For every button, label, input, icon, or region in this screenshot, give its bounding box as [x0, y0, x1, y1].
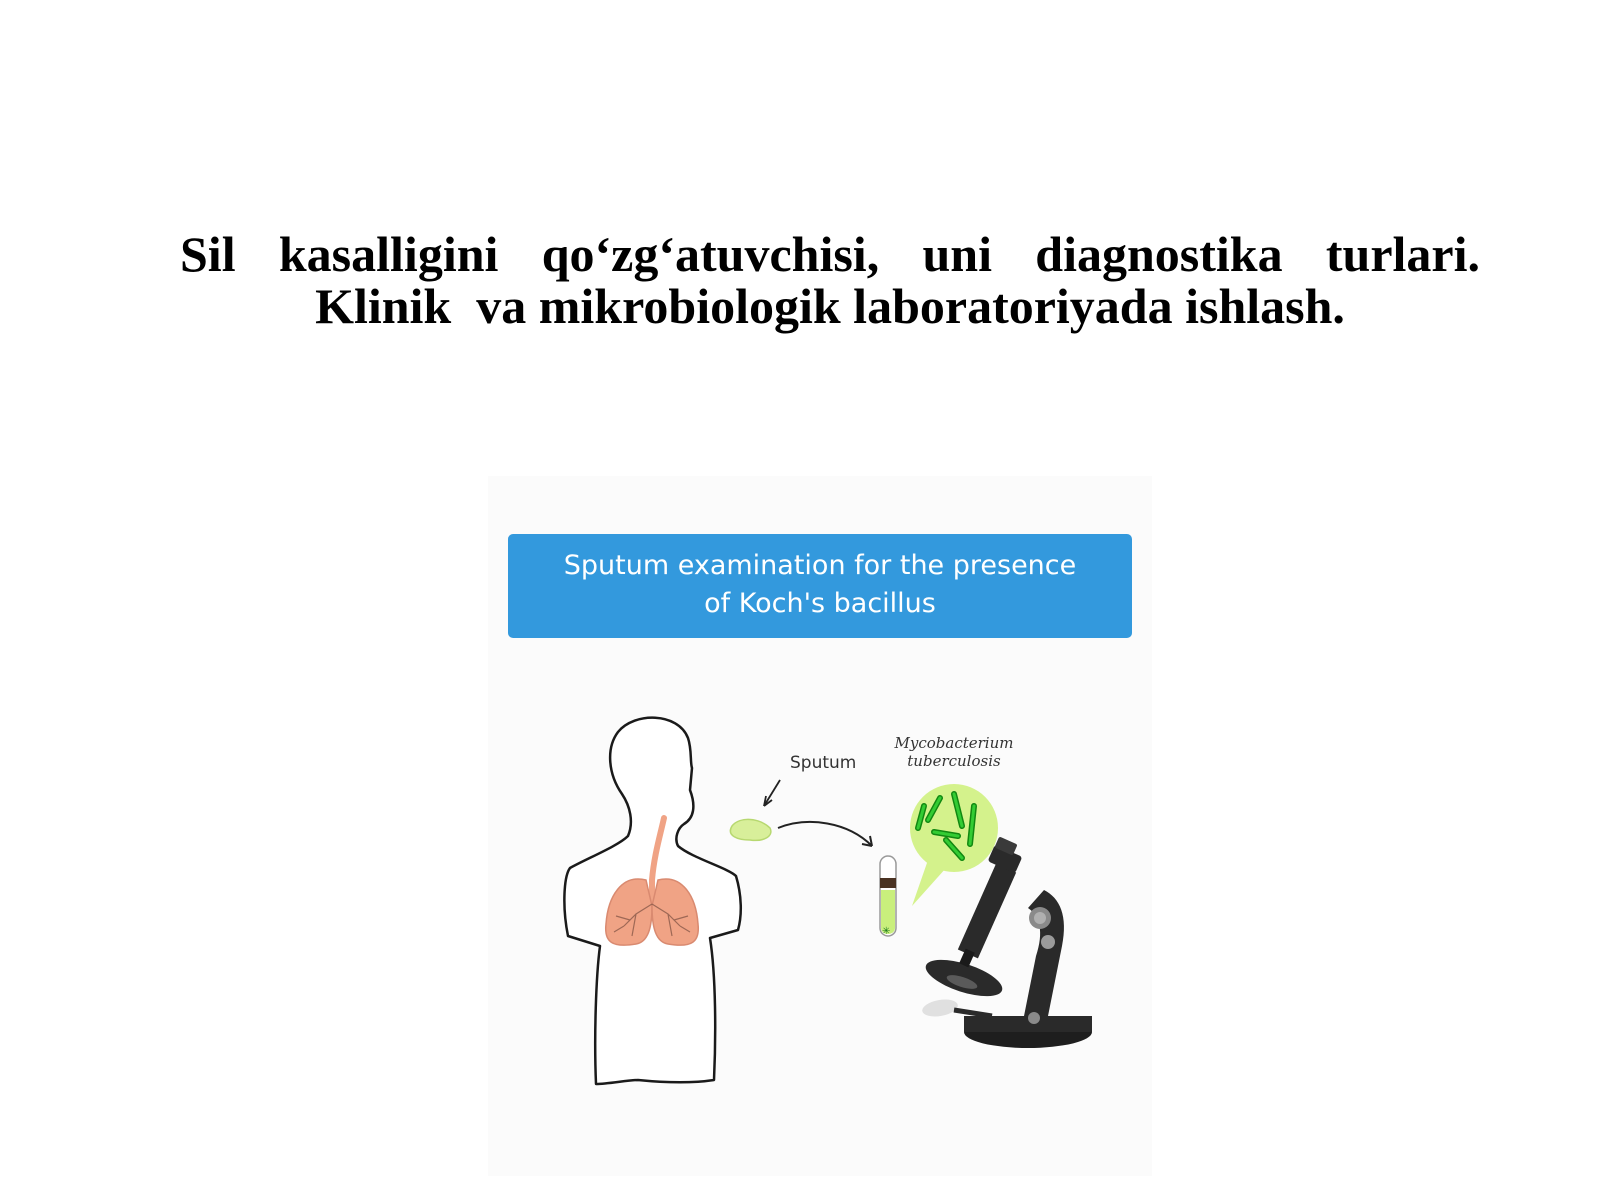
illustration-scene	[488, 476, 1152, 1176]
slide-title	[180, 228, 1480, 332]
banner-line-1: Sputum examination for the presence	[563, 550, 1077, 581]
sputum-label: Sputum	[790, 753, 857, 773]
bacteria-bubble-icon	[910, 784, 998, 906]
bacterium-label-line-2: tuberculosis	[907, 752, 1001, 770]
bacterium-label-line-1: Mycobacterium	[894, 734, 1014, 752]
title-line-1: Sil kasalligini qo‘zg‘atuvchisi, uni diagnostika turlari.	[180, 226, 1480, 282]
banner-line-2: of Koch's bacillus	[704, 588, 936, 619]
sputum-examination-illustration	[488, 476, 1152, 1176]
title-line-2: Klinik va mikrobiologik laboratoriyada ishlash.	[315, 278, 1345, 334]
test-tube-icon	[880, 856, 896, 937]
curved-arrow-icon	[778, 822, 872, 846]
sputum-sample-icon	[730, 819, 770, 840]
svg-text:✳: ✳	[882, 926, 891, 937]
sputum-pointer-arrow-icon	[764, 780, 780, 806]
